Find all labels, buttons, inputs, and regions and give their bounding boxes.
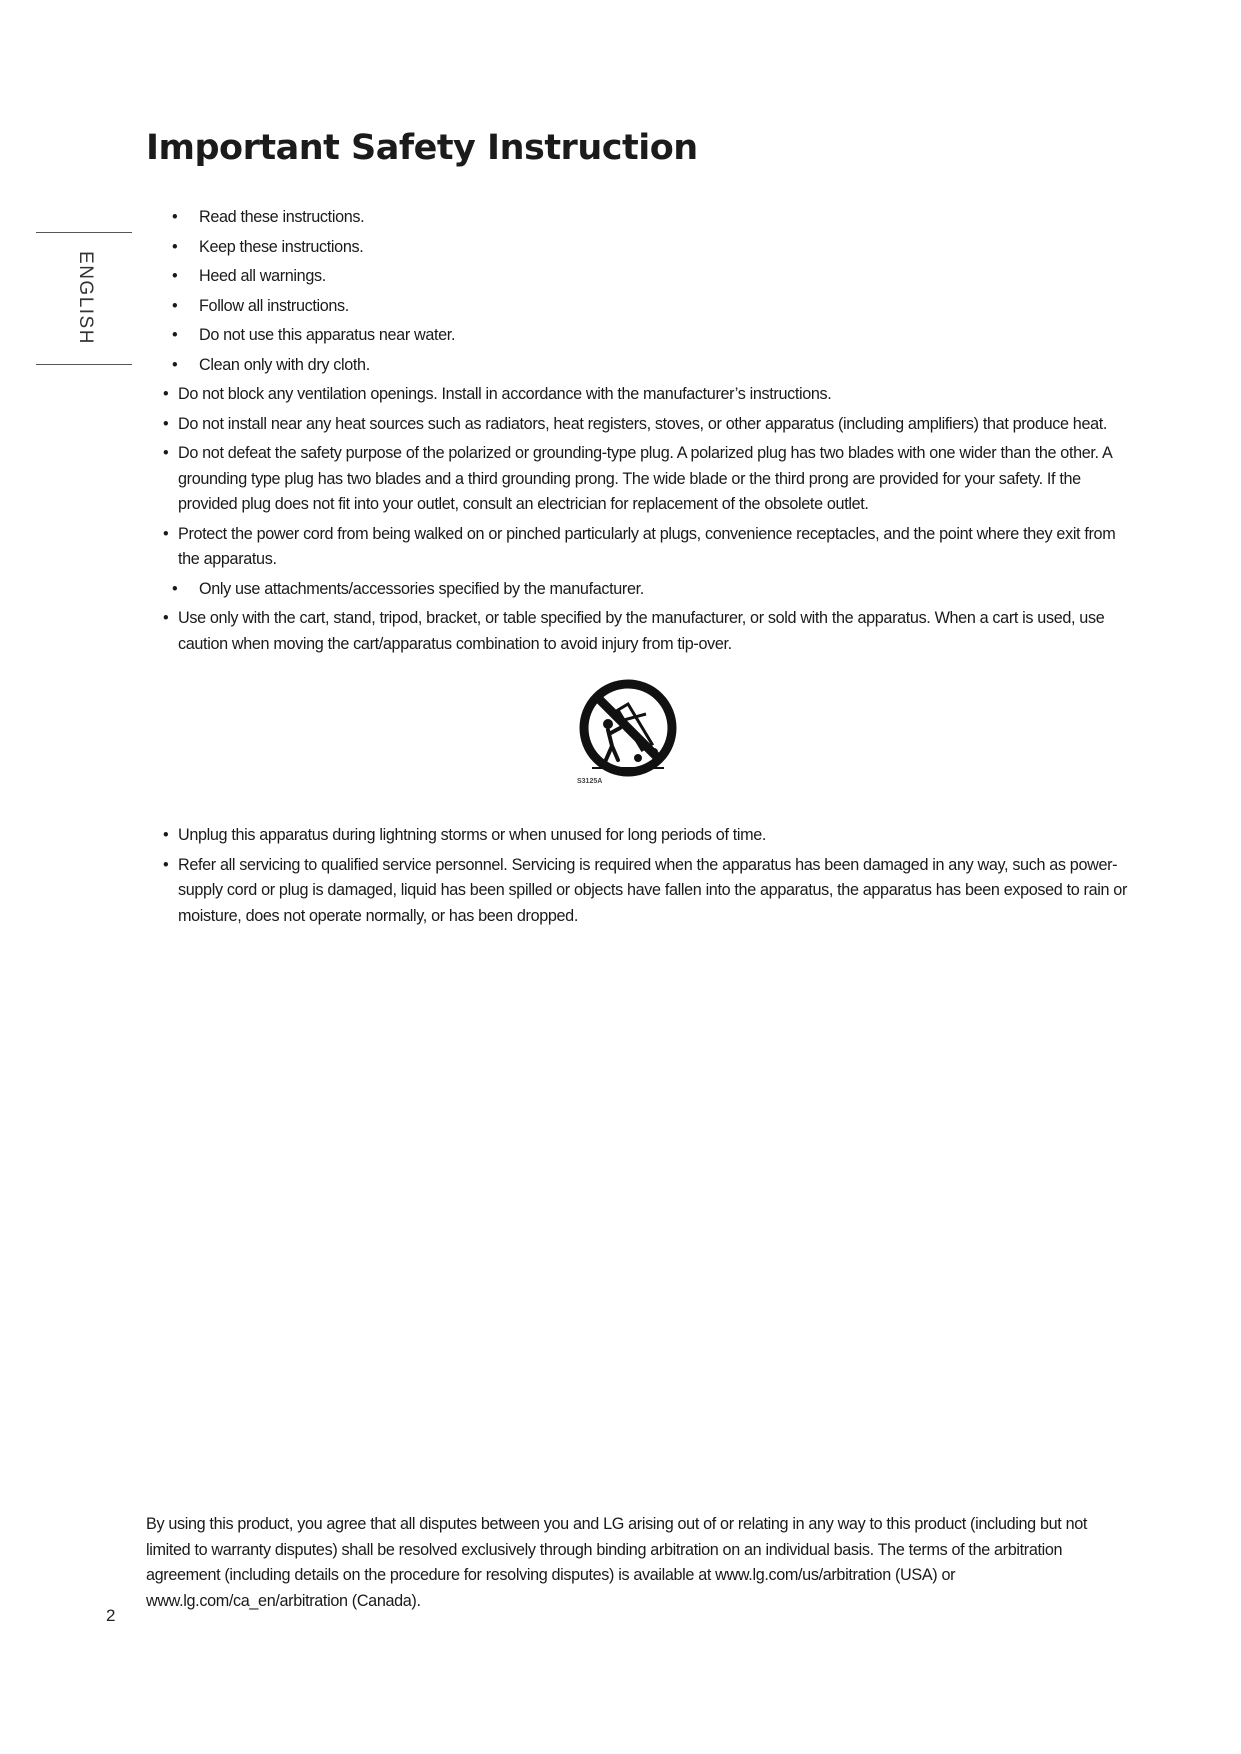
list-item: • Heed all warnings. xyxy=(160,264,1135,290)
list-item: • Do not block any ventilation openings. Install in accordance with the manufacturer’s instructions. xyxy=(160,382,1135,408)
language-tab-bottom-rule xyxy=(36,364,132,365)
list-item: • Protect the power cord from being walked on or pinched particularly at plugs, convenience receptacles, and the point where they exit from the apparatus. xyxy=(160,522,1135,573)
cart-tipover-warning-icon xyxy=(572,676,684,790)
list-item: • Keep these instructions. xyxy=(160,235,1135,261)
safety-instruction-list xyxy=(160,205,1135,661)
list-item: • Do not use this apparatus near water. xyxy=(160,323,1135,349)
list-item: • Use only with the cart, stand, tripod, bracket, or table specified by the manufacturer, or sold with the apparatus. When a cart is used, use caution when moving the cart/apparatus combination to avoid injury from tip-over. xyxy=(160,606,1135,657)
list-item: • Do not install near any heat sources such as radiators, heat registers, stoves, or other apparatus (including amplifiers) that produce heat. xyxy=(160,412,1135,438)
cart-warning-code: S3125A xyxy=(577,778,603,785)
arbitration-note: By using this product, you agree that all disputes between you and LG arising out of or relating in any way to this product (including but not limited to warranty disputes) shall be resolved exclusively through binding arbitration on an individual basis. The terms of the arbitration agreement (including details on the procedure for resolving disputes) is available at www.lg.com/us/arbitration (USA) or www.lg.com/ca_en/arbitration (Canada). xyxy=(146,1515,1088,1610)
language-label: ENGLISH xyxy=(75,251,96,345)
language-tab-top-rule xyxy=(36,232,132,233)
list-item: • Follow all instructions. xyxy=(160,294,1135,320)
safety-instruction-list-continued xyxy=(160,823,1135,933)
page-number: 2 xyxy=(106,1606,116,1625)
page-title: Important Safety Instruction xyxy=(146,128,698,168)
list-item: • Refer all servicing to qualified service personnel. Servicing is required when the apparatus has been damaged in any way, such as power-supply cord or plug is damaged, liquid has been spilled or objects have fallen into the apparatus, the apparatus has been exposed to rain or moisture, does not operate normally, or has been dropped. xyxy=(160,853,1135,930)
list-item: • Only use attachments/accessories specified by the manufacturer. xyxy=(160,577,1135,603)
list-item: • Unplug this apparatus during lightning storms or when unused for long periods of time. xyxy=(160,823,1135,849)
language-tab xyxy=(36,232,132,364)
list-item: • Read these instructions. xyxy=(160,205,1135,231)
list-item: • Do not defeat the safety purpose of the polarized or grounding-type plug. A polarized plug has two blades with one wider than the other. A grounding type plug has two blades and a third grounding prong. The wide blade or the third prong are provided for your safety. If the provided plug does not fit into your outlet, consult an electrician for replacement of the obsolete outlet. xyxy=(160,441,1135,518)
list-item: • Clean only with dry cloth. xyxy=(160,353,1135,379)
